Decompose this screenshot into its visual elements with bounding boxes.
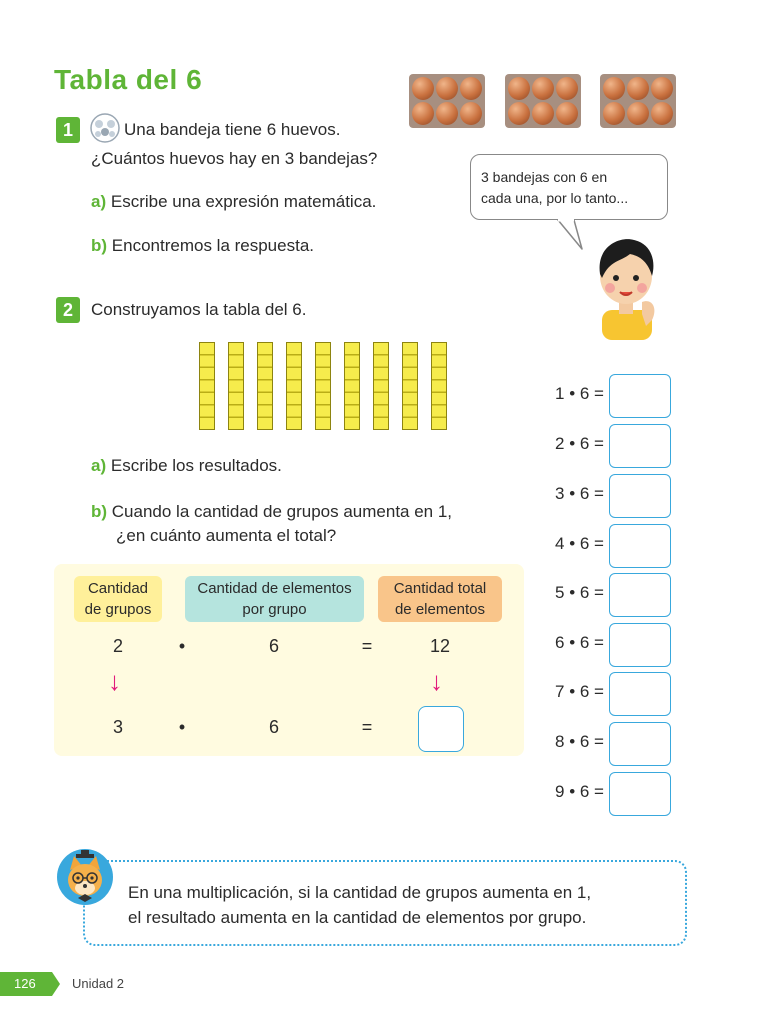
cube-tower <box>373 342 389 430</box>
speech-bubble-line2: cada una, por lo tanto... <box>481 190 629 206</box>
egg <box>436 77 458 100</box>
times-table-row <box>540 524 680 568</box>
page-title: Tabla del 6 <box>54 64 203 95</box>
exercise-2a-label: a) <box>91 456 107 475</box>
exercise-1a-text: Escribe una expresión matemática. <box>110 192 377 211</box>
times-table-expression: 3 • 6 = <box>555 484 604 503</box>
times-table-expression: 9 • 6 = <box>555 782 604 801</box>
egg <box>412 102 434 125</box>
times-table-row <box>540 474 680 518</box>
row2-answer-box[interactable] <box>418 706 464 752</box>
egg <box>460 77 482 100</box>
times-table-expression: 6 • 6 = <box>555 633 604 652</box>
speech-bubble <box>470 154 668 220</box>
tip-note-line2: el resultado aumenta en la cantidad de elementos por grupo. <box>128 908 587 927</box>
times-table-row <box>540 424 680 468</box>
egg-tray-1 <box>409 74 485 128</box>
tag-groups-line2: de grupos <box>84 601 152 618</box>
tag-per-group-line2: por grupo <box>242 601 307 618</box>
times-table-expression: 8 • 6 = <box>555 732 604 751</box>
answer-box[interactable] <box>609 374 671 418</box>
tip-note-line1: En una multiplicación, si la cantidad de grupos aumenta en 1, <box>128 883 592 902</box>
egg <box>627 77 649 100</box>
exercise-1a-label: a) <box>91 192 107 211</box>
answer-box[interactable] <box>609 524 671 568</box>
exercise-1b-text: Encontremos la respuesta. <box>111 236 314 255</box>
times-table-expression: 7 • 6 = <box>555 682 604 701</box>
egg <box>412 77 434 100</box>
exercise-2b-line1: Cuando la cantidad de grupos aumenta en 1, <box>111 502 453 521</box>
exercise-1b-label: b) <box>91 236 108 255</box>
group-work-icon <box>89 112 121 144</box>
arrow-down-icon: ↓ <box>108 666 121 696</box>
exercise-2a <box>91 456 282 476</box>
cube-tower <box>257 342 273 430</box>
egg <box>436 102 458 125</box>
tag-total <box>378 576 502 622</box>
unit-label: Unidad 2 <box>72 976 125 991</box>
egg <box>603 77 625 100</box>
page-number: 126 <box>14 976 36 991</box>
exercise-2-number: 2 <box>56 297 80 323</box>
tag-total-line1: Cantidad total <box>393 580 487 597</box>
exercise-2b <box>91 502 452 522</box>
row2-per-group: 6 <box>268 717 279 737</box>
times-table-row <box>540 722 680 766</box>
egg <box>651 77 673 100</box>
times-table-expression: 1 • 6 = <box>555 384 604 403</box>
exercise-2b-label: b) <box>91 502 108 521</box>
egg <box>508 102 530 125</box>
tag-groups-line1: Cantidad <box>87 580 149 597</box>
times-table-row <box>540 374 680 418</box>
arrow-down-icon: ↓ <box>430 666 443 696</box>
speech-bubble-tail <box>556 219 586 251</box>
egg <box>508 77 530 100</box>
answer-box[interactable] <box>609 623 671 667</box>
row2-equals: = <box>361 717 373 737</box>
fox-mascot-icon <box>56 848 114 906</box>
egg-tray-3 <box>600 74 676 128</box>
times-table-expression: 4 • 6 = <box>555 534 604 553</box>
egg-tray-2 <box>505 74 581 128</box>
answer-box[interactable] <box>609 424 671 468</box>
exercise-1b <box>91 236 314 256</box>
cube-towers <box>199 338 459 430</box>
exercise-1-line1: Una bandeja tiene 6 huevos. <box>124 120 341 139</box>
times-table-row <box>540 623 680 667</box>
egg <box>460 102 482 125</box>
exercise-1-number: 1 <box>56 117 80 143</box>
cube-tower <box>431 342 447 430</box>
times-table-expression: 5 • 6 = <box>555 583 604 602</box>
cube-tower <box>199 342 215 430</box>
row1-total: 12 <box>429 636 451 656</box>
answer-box[interactable] <box>609 772 671 816</box>
row2-groups: 3 <box>112 717 123 737</box>
row1-dot: • <box>178 636 186 656</box>
row1-equals: = <box>361 636 373 656</box>
child-character-illustration <box>590 236 666 340</box>
row1-groups: 2 <box>112 636 123 656</box>
tag-groups <box>74 576 162 622</box>
tag-per-group-line1: Cantidad de elementos <box>197 580 352 597</box>
exercise-2b-line2: ¿en cuánto aumenta el total? <box>116 526 337 545</box>
answer-box[interactable] <box>609 722 671 766</box>
egg <box>532 102 554 125</box>
egg <box>651 102 673 125</box>
speech-bubble-line1: 3 bandejas con 6 en <box>481 169 608 185</box>
row2-dot: • <box>178 717 186 737</box>
egg <box>556 77 578 100</box>
exercise-1a <box>91 192 376 212</box>
egg <box>532 77 554 100</box>
answer-box[interactable] <box>609 474 671 518</box>
cube-tower <box>344 342 360 430</box>
cube-tower <box>286 342 302 430</box>
exercise-2-text: Construyamos la tabla del 6. <box>91 300 307 319</box>
egg <box>627 102 649 125</box>
egg <box>556 102 578 125</box>
exercise-1-line2: ¿Cuántos huevos hay en 3 bandejas? <box>91 149 378 168</box>
times-table-row <box>540 573 680 617</box>
tag-total-line2: de elementos <box>394 601 486 618</box>
cube-tower <box>315 342 331 430</box>
answer-box[interactable] <box>609 672 671 716</box>
times-table-row <box>540 772 680 816</box>
cube-tower <box>402 342 418 430</box>
tag-per-group <box>185 576 364 622</box>
row1-per-group: 6 <box>268 636 279 656</box>
times-table-expression: 2 • 6 = <box>555 434 604 453</box>
answer-box[interactable] <box>609 573 671 617</box>
times-table-row <box>540 672 680 716</box>
exercise-2a-text: Escribe los resultados. <box>110 456 282 475</box>
egg <box>603 102 625 125</box>
cube-tower <box>228 342 244 430</box>
tip-note-text <box>128 880 591 930</box>
